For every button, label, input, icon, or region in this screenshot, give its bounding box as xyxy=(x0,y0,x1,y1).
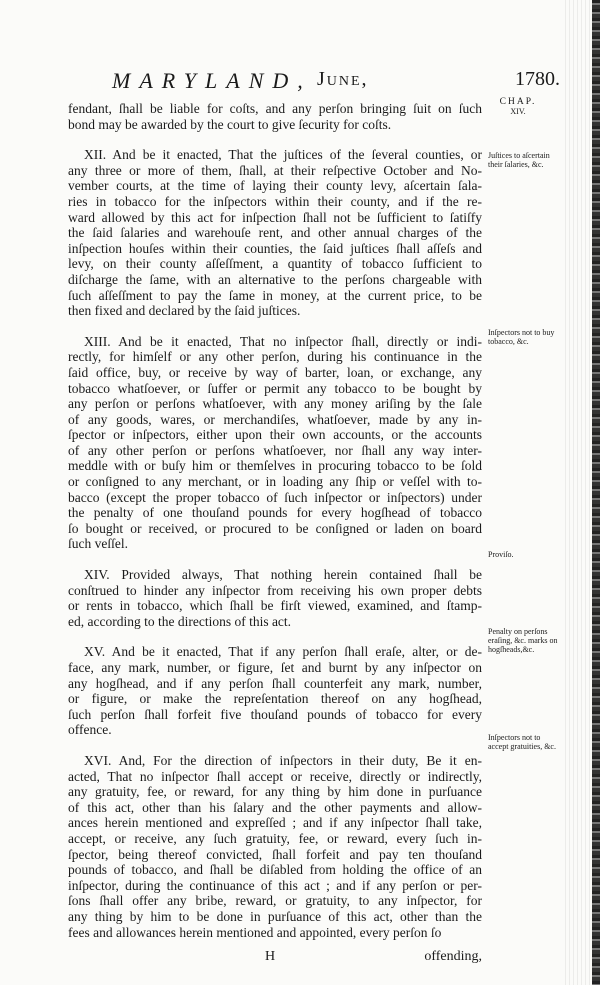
text-line: any gratuity, fee, or reward, for any thing by him done in purſuance xyxy=(68,784,482,800)
margin-note: Inſpectors not to accept gratuities, &c. xyxy=(488,733,556,751)
text-line: ries in tobacco for the inſpectors within their county, and if the re- xyxy=(68,193,482,209)
text-line: fees and allowances herein mentioned and appointed, every perſon ſo xyxy=(68,924,442,940)
catchword: offending, xyxy=(424,949,482,965)
text-line: ſons ſhall offer any bribe, reward, or gratuity, to any inſpector, for xyxy=(68,893,482,909)
text-line: diſcharge the ſame, with an alternative to the perſons chargeable with xyxy=(68,271,482,287)
text-line: tobacco whatſoever, or ſuffer or permit any tobacco to be bought by xyxy=(68,380,482,396)
text-line: of any other perſon or perſons whatſoever, nor ſhall any way inter- xyxy=(68,442,482,458)
page-footer xyxy=(68,949,482,967)
text-line: vember courts, at the time of laying their county levy, aſcertain ſala- xyxy=(68,178,482,194)
text-line: rectly, for himſelf or any other perſon, during his continuance in the xyxy=(68,349,482,365)
text-line: face, any mark, number, or figure, ſet and burnt by any inſpector on xyxy=(68,660,482,675)
text-line: the penalty of one thouſand pounds for every hogſhead of tobacco xyxy=(68,505,482,521)
chapter-label: CHAP. xyxy=(499,97,537,107)
text-line: or conſigned to any merchant, or in loading any ſhip or veſſel with to- xyxy=(68,474,482,490)
book-edge xyxy=(592,0,600,985)
text-line: ſpector or inſpectors, either upon their own accounts, or the accounts xyxy=(68,427,482,443)
header-year: 1780. xyxy=(515,68,560,90)
text-line: ſaid office, buy, or receive by way of barter, loan, or exchange, any xyxy=(68,364,482,380)
margin-note: Juſtices to aſcertain their ſalaries, &c. xyxy=(488,151,550,169)
paragraph xyxy=(68,567,482,629)
text-line: XIII. And be it enacted, That no inſpector ſhall, directly or indi- xyxy=(84,333,482,349)
text-line: any thing by him to be done in purſuance of this act, other than the xyxy=(68,908,482,924)
text-line: any perſon or perſons whatſoever, with any money ariſing by the ſale xyxy=(68,396,482,412)
text-line: levy, on their county aſſeſſment, a quantity of tobacco ſufficient to xyxy=(68,256,482,272)
text-line: bond may be awarded by the court to give ſecurity for coſts. xyxy=(68,116,392,132)
text-line: ed, according to the directions of this act. xyxy=(68,613,292,629)
text-line: inſpection houſes within their counties, the ſaid juſtices ſhall aſſeſs and xyxy=(68,240,482,256)
text-line: accept, or receive, any ſuch gratuity, fee, or reward, every ſuch in- xyxy=(68,830,482,846)
text-line: or figure, or make the repreſentation thereof on any hogſhead, xyxy=(68,691,482,707)
text-line: XV. And be it enacted, That if any perſon ſhall eraſe, alter, or de- xyxy=(84,644,482,660)
margin-note: Proviſo. xyxy=(488,550,514,559)
paragraph xyxy=(68,147,482,319)
text-line: ſuch veſſel. xyxy=(68,536,128,552)
text-line: XII. And be it enacted, That the juſtices of the ſeveral counties, or xyxy=(84,147,482,163)
text-line: ſpector, being thereof convicted, ſhall forfeit and pay ten thouſand xyxy=(68,846,482,862)
text-line: then fixed and declared by the ſaid juſtices. xyxy=(68,303,301,319)
text-line: any three or more of them, ſhall, at their reſpective October and No- xyxy=(68,162,482,178)
header-state: MARYLAND, xyxy=(112,68,312,93)
margin-note: Inſpectors not to buy tobacco, &c. xyxy=(488,328,555,346)
text-line: or rents in tobacco, which ſhall be firſt viewed, examined, and ſtamp- xyxy=(68,598,482,614)
text-line: conſtrued to hinder any inſpector from receiving his own proper debts xyxy=(68,582,482,598)
text-line: inſpector, during the continuance of this act ; and if any perſon or per- xyxy=(68,877,482,893)
paragraph xyxy=(68,753,482,940)
text-line: meddle with or buſy him or themſelves in procuring tobacco to be ſold xyxy=(68,458,482,474)
margin-note: Penalty on perſons eraſing, &c. marks on hogſheads,&c. xyxy=(488,627,558,654)
text-line: fendant, ſhall be liable for coſts, and any perſon bringing ſuit on ſuch xyxy=(68,101,482,116)
text-line: ances herein mentioned and expreſſed ; and if any inſpector ſhall take, xyxy=(68,815,482,831)
text-line: of this act, other than his ſalary and the other payments and allow- xyxy=(68,799,482,815)
text-line: ſo bought or received, or procured to be conſigned or laden on board xyxy=(68,520,482,536)
running-header xyxy=(112,68,560,94)
text-line: ſuch perſon ſhall forfeit five thouſand pounds of tobacco for every xyxy=(68,706,482,722)
text-line: XVI. And, For the direction of inſpectors in their duty, Be it en- xyxy=(84,752,482,768)
text-line: the ſaid ſalaries and warehouſe rent, and other annual charges of the xyxy=(68,225,482,241)
text-line: XIV. Provided always, That nothing herein contained ſhall be xyxy=(84,567,482,583)
body-text xyxy=(68,101,482,940)
text-line: of any goods, wares, or merchandiſes, whatſoever, made by any in- xyxy=(68,411,482,427)
header-month: June, xyxy=(317,68,369,90)
page-gutter-shadow xyxy=(562,0,592,985)
paragraph xyxy=(68,644,482,738)
chapter-marker xyxy=(488,97,548,117)
text-line: bacco (except the proper tobacco of ſuch inſpector or inſpectors) under xyxy=(68,489,482,505)
paragraph xyxy=(68,101,482,132)
signature-mark: H xyxy=(265,949,276,965)
text-line: any hogſhead, and if any perſon ſhall counterfeit any mark, number, xyxy=(68,675,482,691)
chapter-number: XIV. xyxy=(510,107,526,116)
text-line: ſuch aſſeſſment to pay the ſame in money, at the current price, to be xyxy=(68,287,482,303)
text-column xyxy=(68,101,482,967)
text-line: offence. xyxy=(68,722,112,738)
text-line: ward allowed by this act for inſpection ſhall not be ſufficient to ſatiſfy xyxy=(68,209,482,225)
text-line: acted, That no inſpector ſhall accept or receive, directly or indirectly, xyxy=(68,768,482,784)
paragraph xyxy=(68,334,482,552)
text-line: pounds of tobacco, and ſhall be diſabled from holding the office of an xyxy=(68,862,482,878)
